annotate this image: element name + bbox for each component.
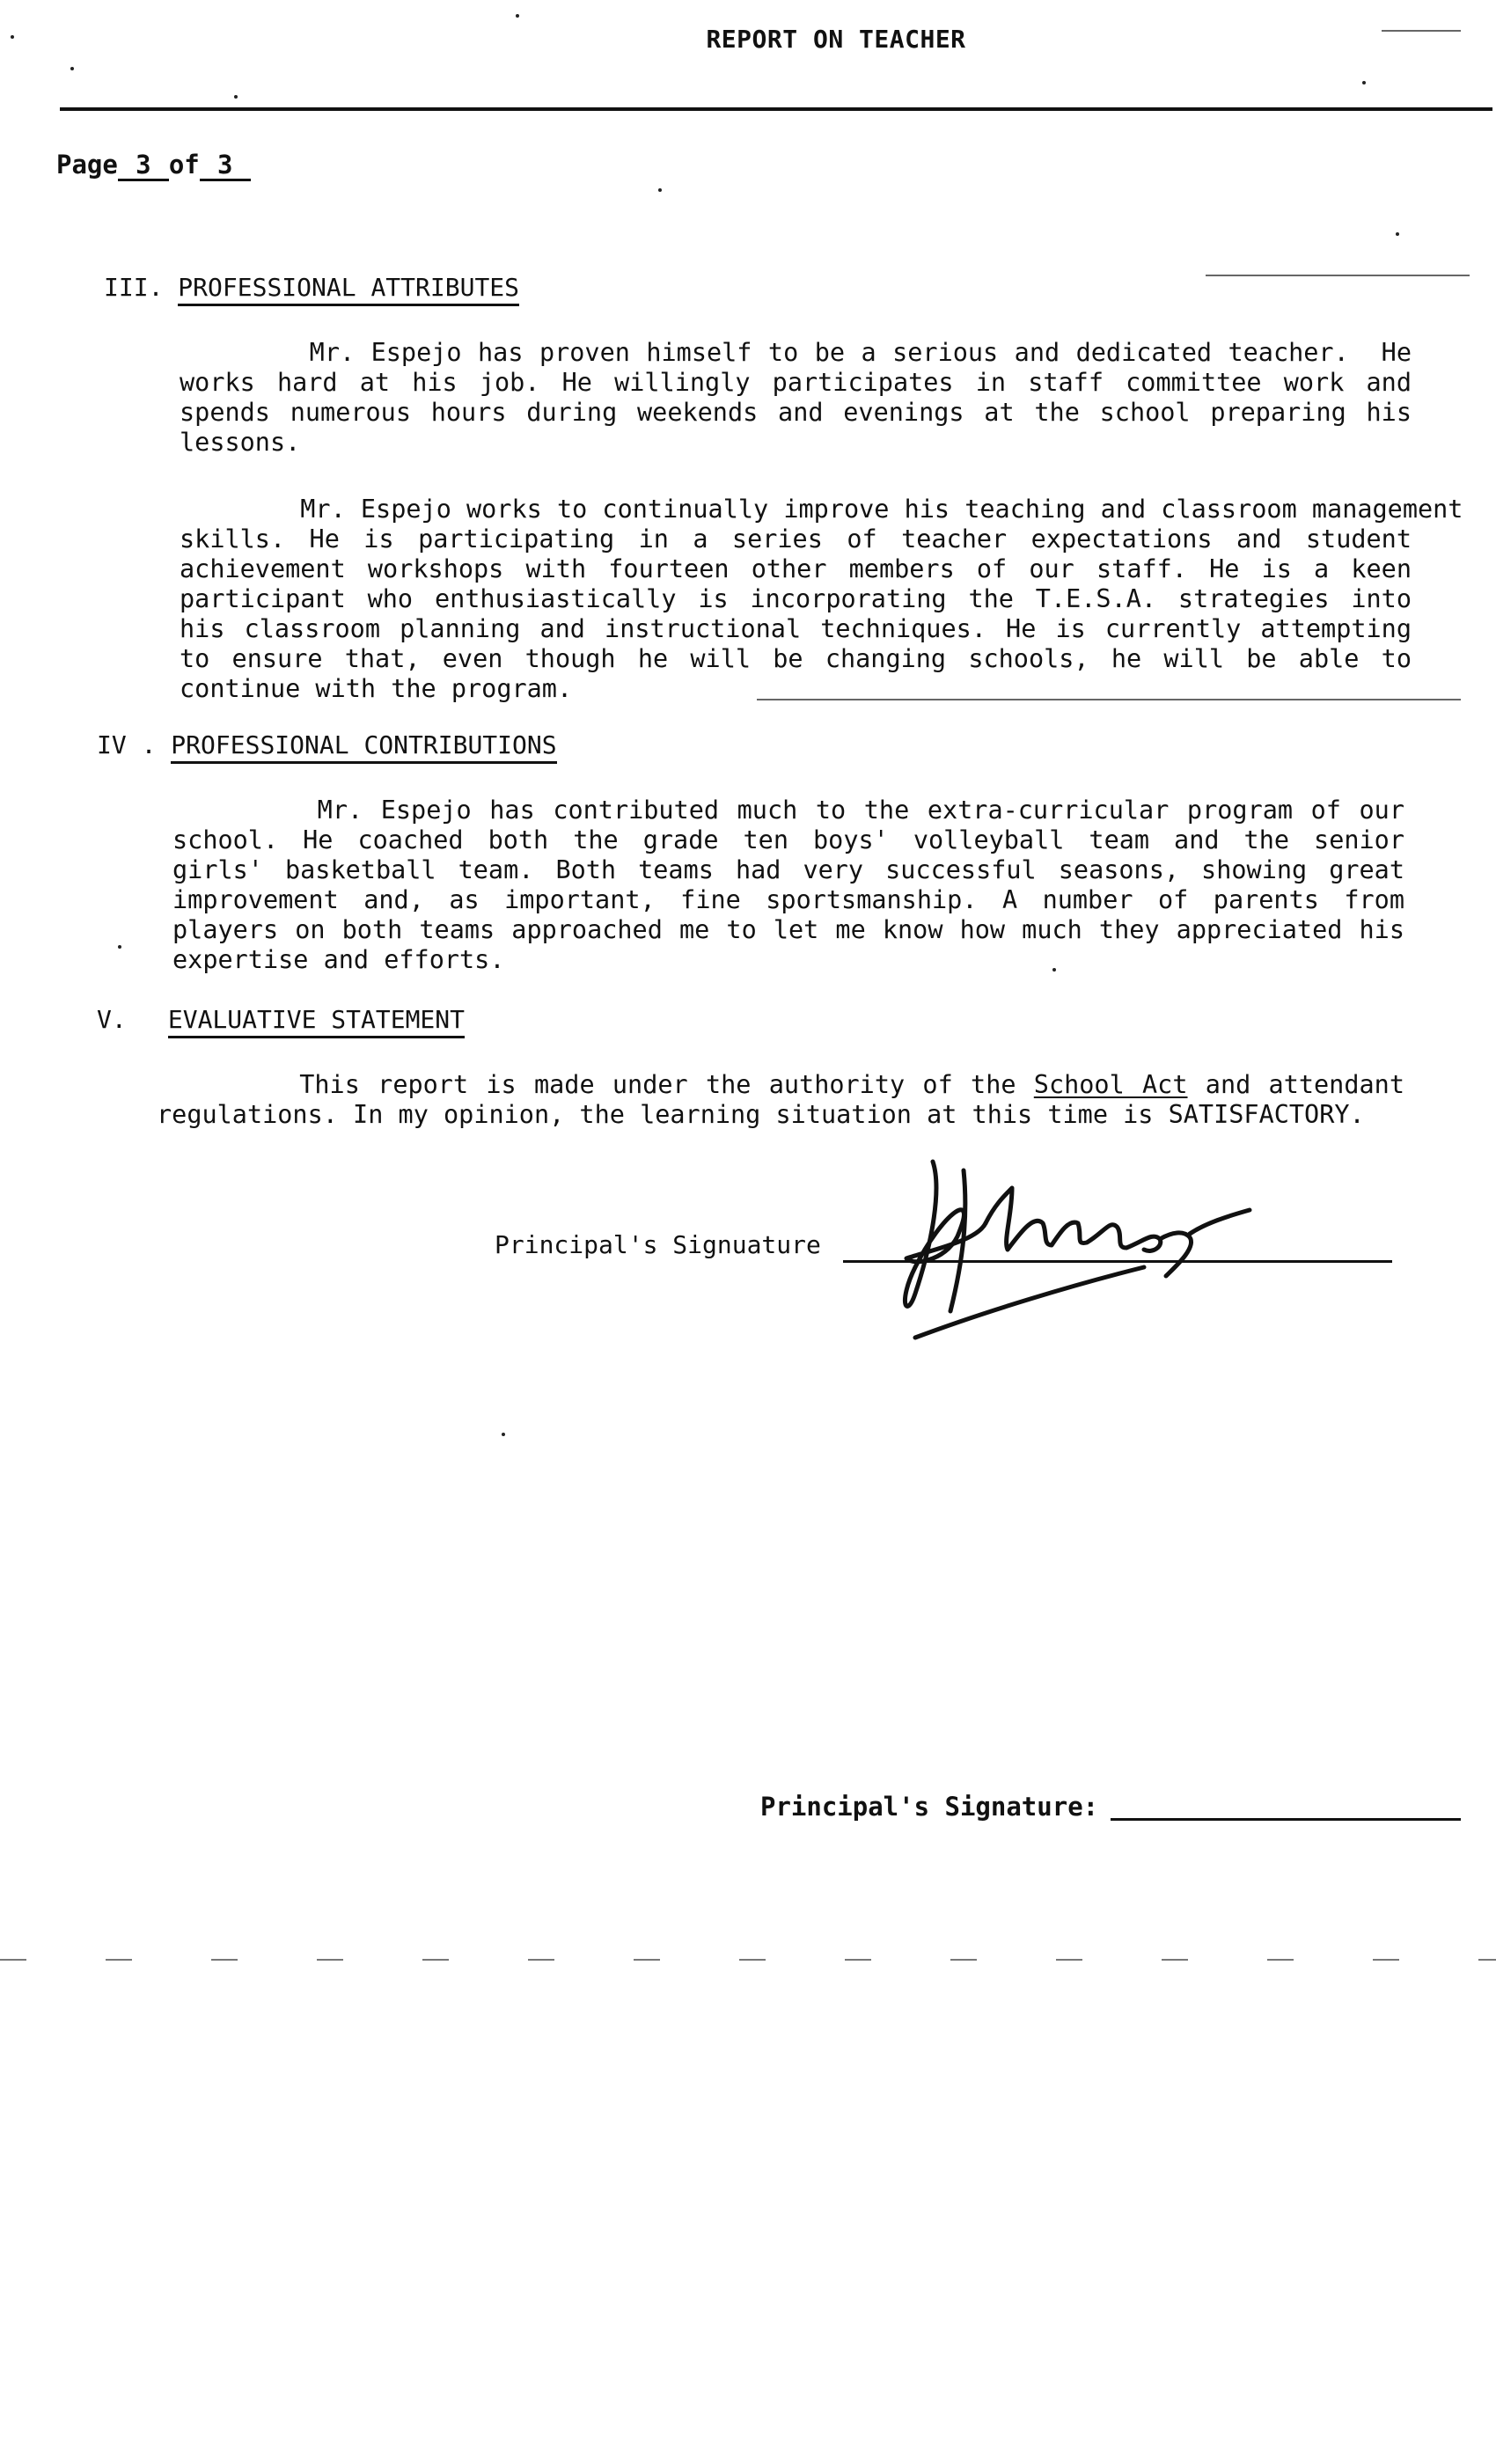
paragraph-line: achievement workshops with fourteen other members of our staff. He is a keen [180, 554, 1412, 583]
paragraph-line: Mr. Espejo works to continually improve his teaching and classroom management [180, 495, 1463, 524]
principal-signature-label: Principal's Signuature [495, 1230, 821, 1259]
handwritten-signature [880, 1135, 1267, 1355]
scan-speck [1362, 81, 1366, 84]
statement-text: and attendant [1205, 1070, 1404, 1099]
scan-speck [1396, 232, 1399, 236]
scan-speck [11, 35, 14, 39]
principal-signature-label-bottom: Principal's Signature: [760, 1792, 1099, 1822]
school-act-reference: School Act [1033, 1070, 1188, 1099]
page-of: of [168, 150, 200, 180]
paragraph-evaluative [157, 1070, 1404, 1130]
section-title: PROFESSIONAL ATTRIBUTES [178, 273, 519, 306]
scan-speck [516, 14, 519, 18]
paragraph-contributions [172, 796, 1404, 975]
paragraph-line: continue with the program. [180, 674, 573, 703]
section-numeral: III. [104, 273, 164, 302]
paragraph-attributes-1 [180, 338, 1412, 458]
section-heading-professional-contributions [97, 730, 557, 759]
scan-speck [658, 188, 662, 192]
section-numeral: IV . [97, 730, 157, 759]
scan-speck [118, 945, 121, 949]
page-indicator [56, 150, 251, 181]
paragraph-line [157, 1070, 1404, 1100]
section-title: EVALUATIVE STATEMENT [168, 1005, 465, 1038]
paragraph-line: improvement and, as important, fine sportsmanship. A number of parents from [172, 885, 1404, 914]
paragraph-line: spends numerous hours during weekends and evenings at the school preparing his [180, 398, 1412, 427]
section-title: PROFESSIONAL CONTRIBUTIONS [171, 730, 556, 764]
paragraph-line: expertise and efforts. [172, 945, 505, 974]
scan-mark [0, 1959, 1496, 1961]
paragraph-attributes-2 [180, 495, 1463, 704]
paragraph-line: school. He coached both the grade ten boys' volleyball team and the senior [172, 825, 1404, 854]
page-current: 3 [118, 150, 169, 181]
header-rule [60, 107, 1492, 111]
section-heading-evaluative-statement [97, 1005, 465, 1034]
scan-mark [1382, 30, 1461, 32]
paragraph-line: Mr. Espejo has contributed much to the extra-curricular program of our [172, 796, 1404, 825]
scan-speck [234, 95, 238, 99]
paragraph-line: girls' basketball team. Both teams had very successful seasons, showing great [172, 855, 1404, 884]
paragraph-line: participant who enthusiastically is incorporating the T.E.S.A. strategies into [180, 584, 1412, 613]
scan-speck [502, 1433, 505, 1436]
paragraph-line: Mr. Espejo has proven himself to be a serious and dedicated teacher. He [180, 338, 1412, 367]
paragraph-line: lessons. [180, 428, 301, 457]
paragraph-line: skills. He is participating in a series of teacher expectations and student [180, 524, 1412, 554]
section-numeral: V. [97, 1005, 127, 1034]
document-title: REPORT ON TEACHER [706, 25, 966, 54]
scan-mark [1206, 275, 1470, 276]
scan-speck [70, 67, 74, 70]
paragraph-line: to ensure that, even though he will be changing schools, he will be able to [180, 644, 1412, 673]
page-label: Page [56, 150, 118, 180]
page-total: 3 [200, 150, 251, 181]
section-heading-professional-attributes [104, 273, 519, 302]
statement-text: This report is made under the authority of the [157, 1070, 1016, 1099]
paragraph-line: works hard at his job. He willingly participates in staff committee work and [180, 368, 1412, 397]
principal-signature-line-bottom [1111, 1818, 1461, 1821]
paragraph-line: his classroom planning and instructional techniques. He is currently attempting [180, 614, 1412, 643]
paragraph-line: players on both teams approached me to let me know how much they appreciated his [172, 915, 1404, 944]
paragraph-line: regulations. In my opinion, the learning situation at this time is SATISFACTORY. [157, 1100, 1365, 1129]
